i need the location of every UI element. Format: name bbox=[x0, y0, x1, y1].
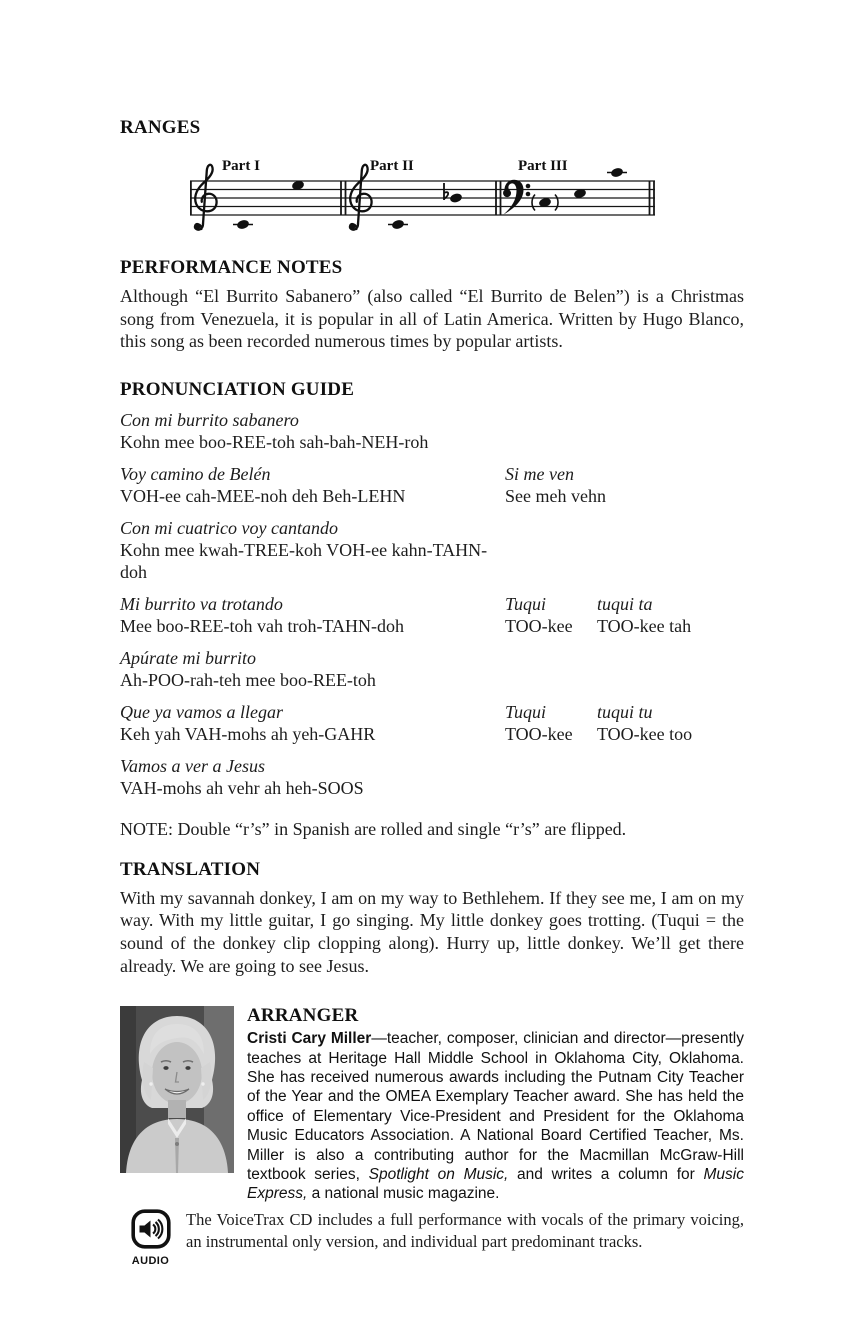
spanish-line: Tuqui tuqui tu bbox=[505, 701, 653, 722]
treble-clef-icon bbox=[195, 165, 217, 230]
bass-clef-icon bbox=[503, 180, 530, 215]
arranger-photo bbox=[120, 1006, 234, 1173]
phonetic-line: Kohn mee boo-REE-toh sah-bah-NEH-roh bbox=[120, 431, 429, 452]
part-3-label: Part III bbox=[518, 158, 568, 174]
arranger-name: Cristi Cary Miller bbox=[247, 1030, 372, 1048]
portrait-graphic bbox=[120, 1006, 234, 1173]
pronunciation-group bbox=[120, 593, 744, 637]
phonetic-line: Kohn mee kwah-TREE-koh VOH-ee kahn-TAHN-doh bbox=[120, 539, 488, 582]
book-title: Spotlight on Music, bbox=[368, 1166, 509, 1183]
phonetic-line: Ah-POO-rah-teh mee boo-REE-toh bbox=[120, 669, 376, 690]
phonetic-line: Mee boo-REE-toh vah troh-TAHN-doh bbox=[120, 615, 404, 636]
phonetic-line: VOH-ee cah-MEE-noh deh Beh-LEHN bbox=[120, 485, 406, 506]
part-1-label: Part I bbox=[222, 158, 260, 174]
arranger-bio: Cristi Cary Miller—teacher, composer, clinician and director—presently teaches at Heritage Hall Middle School in Oklahoma City, Oklahoma. She has received numerous awards including the Putnam City Teacher of the Year and the OMEA Exemplary Teacher award. She has held the office of Elementary Vice-President and President for the Oklahoma Music Educators Association. A National Board Certified Teacher, Ms. Miller is also a contributing author for the Macmillan McGraw-Hill textbook series, Spotlight on Music, and writes a column for Music Express, a national music magazine. bbox=[247, 1030, 744, 1203]
ranges-staff bbox=[190, 153, 660, 245]
pronunciation-group bbox=[120, 701, 744, 745]
performance-notes-heading: PERFORMANCE NOTES bbox=[120, 257, 343, 278]
phonetic-line: See meh vehn bbox=[505, 485, 606, 506]
magazine-title: Music Express, bbox=[247, 1166, 744, 1203]
spanish-line: Mi burrito va trotando bbox=[120, 593, 283, 614]
audio-label: AUDIO bbox=[131, 1254, 170, 1267]
treble-clef-icon bbox=[350, 165, 372, 230]
audio-section bbox=[120, 1209, 744, 1267]
pronunciation-group bbox=[120, 647, 744, 691]
pronunciation-guide-heading: PRONUNCIATION GUIDE bbox=[120, 378, 355, 400]
ranges-heading: RANGES bbox=[120, 117, 201, 138]
performance-notes-paragraph: Although “El Burrito Sabanero” (also called “El Burrito de Belen”) is a Christmas song from Venezuela, it is popular in all of Latin America. Written by Hugo Blanco, this song as been recorded numerous times by popular artists. bbox=[120, 286, 744, 352]
part-2-label: Part II bbox=[370, 158, 414, 174]
spanish-line: Apúrate mi burrito bbox=[120, 647, 257, 668]
arranger-heading: ARRANGER bbox=[247, 1005, 359, 1027]
part-1-notes bbox=[233, 180, 305, 230]
staff-lines bbox=[190, 181, 655, 215]
phonetic-line: TOO-kee TOO-kee tah bbox=[505, 615, 692, 636]
pronunciation-group bbox=[120, 755, 744, 799]
phonetic-line: VAH-mohs ah vehr ah heh-SOOS bbox=[120, 777, 364, 798]
speaker-icon bbox=[131, 1209, 171, 1249]
audio-badge bbox=[124, 1209, 177, 1267]
spanish-line: Que ya vamos a llegar bbox=[120, 701, 283, 722]
spanish-line: Si me ven bbox=[505, 463, 574, 484]
pronunciation-group bbox=[120, 463, 744, 507]
pronunciation-group bbox=[120, 517, 744, 583]
music-staff-graphic bbox=[190, 153, 660, 245]
spanish-line: Vamos a ver a Jesus bbox=[120, 755, 265, 776]
translation-paragraph: With my savannah donkey, I am on my way to Bethlehem. If they see me, I am on my way. With my little guitar, I go singing. My little donkey goes trotting. (Tuqui = the sound of the donkey clip clopping along). Hurry up, little donkey. We’ll get there already. We are going to see Jesus. bbox=[120, 887, 744, 976]
phonetic-line: Keh yah VAH-mohs ah yeh-GAHR bbox=[120, 723, 376, 744]
pronunciation-group bbox=[120, 409, 744, 453]
spanish-line: Con mi cuatrico voy cantando bbox=[120, 517, 338, 538]
phonetic-line: TOO-kee TOO-kee too bbox=[505, 723, 693, 744]
spanish-line: Con mi burrito sabanero bbox=[120, 409, 299, 430]
arranger-section bbox=[120, 1006, 744, 1204]
translation-heading: TRANSLATION bbox=[120, 858, 261, 880]
voicetrax-note: The VoiceTrax CD includes a full performance with vocals of the primary voicing, an instrumental only version, and individual part predominant tracks. bbox=[186, 1209, 744, 1252]
spanish-line: Tuqui tuqui ta bbox=[505, 593, 653, 614]
spanish-line: Voy camino de Belén bbox=[120, 463, 271, 484]
rolled-r-note: NOTE: Double “r’s” in Spanish are rolled and single “r’s” are flipped. bbox=[120, 818, 627, 839]
